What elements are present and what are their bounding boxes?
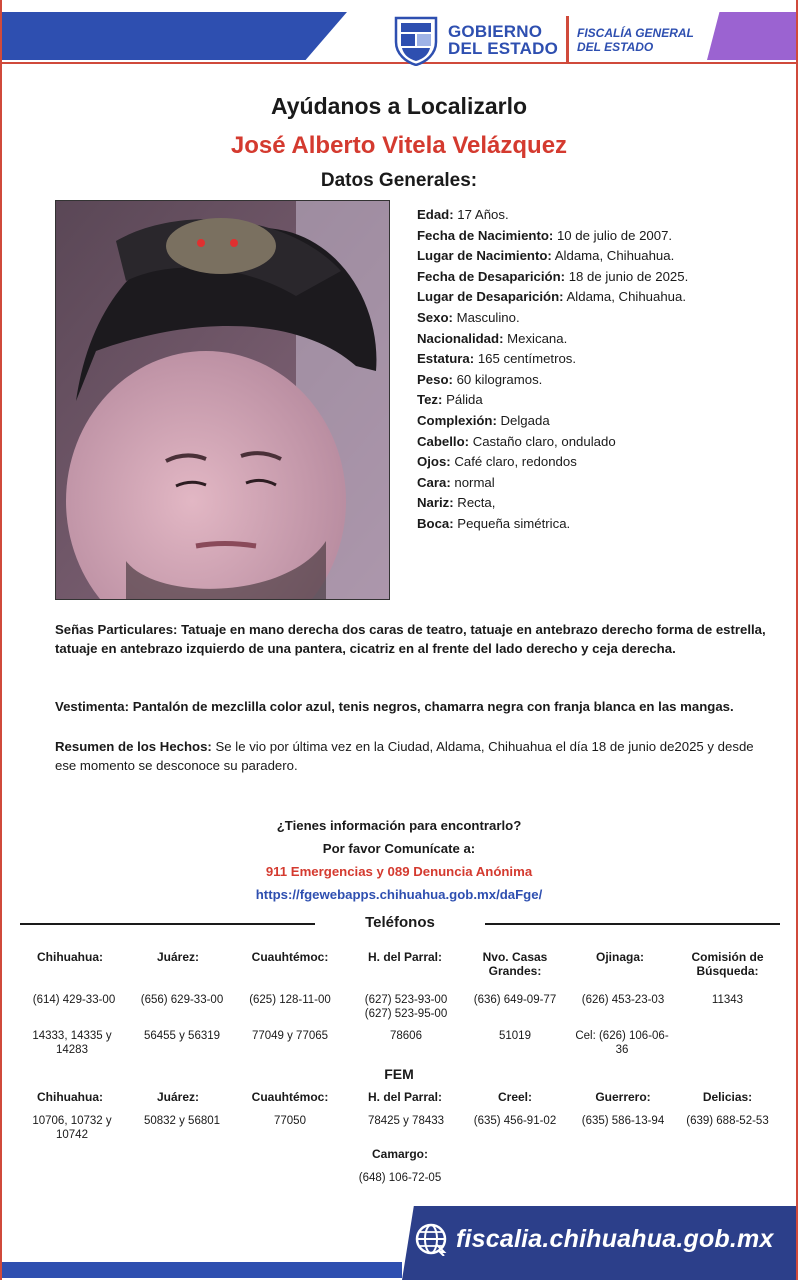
dato-edad: Edad: 17 Años. bbox=[417, 207, 509, 222]
section-title: Datos Generales: bbox=[320, 170, 478, 191]
gov-line-2: DEL ESTADO bbox=[448, 39, 558, 58]
government-logo bbox=[392, 14, 694, 66]
fiscalia-text bbox=[577, 26, 694, 54]
globe-icon bbox=[414, 1222, 448, 1256]
page-title: Ayúdanos a Localizarlo bbox=[270, 93, 528, 119]
telefonos-rule-right bbox=[485, 923, 780, 925]
missing-person-photo bbox=[55, 200, 390, 600]
datos-generales-list bbox=[417, 205, 787, 535]
dato-nariz: Nariz: Recta, bbox=[417, 495, 496, 511]
senas-particulares: Señas Particulares: Tatuaje en mano derecha dos caras de teatro, tatuaje en antebrazo derecho forma de estrella, tatuaje en antebrazo izquierdo de una pantera, cicatriz en al frente del lado derecho y ceja derecha. bbox=[55, 622, 766, 656]
tel-header: Nvo. Casas Grandes: bbox=[482, 950, 548, 978]
tel-value: (626) 453-23-03 bbox=[581, 994, 665, 1006]
fem-value: (635) 456-91-02 bbox=[473, 1115, 557, 1127]
dato-estatura: Estatura: 165 centímetros. bbox=[417, 351, 577, 367]
fem-header: Chihuahua: bbox=[37, 1090, 103, 1104]
camargo-label: Camargo: bbox=[371, 1147, 428, 1161]
fem-header: H. del Parral: bbox=[367, 1090, 443, 1104]
footer-blue-bar bbox=[2, 1262, 402, 1278]
header-purple-banner bbox=[707, 12, 796, 60]
dato-peso: Peso: 60 kilogramos. bbox=[417, 371, 543, 387]
camargo-phone: (648) 106-72-05 bbox=[358, 1172, 442, 1184]
dato-fecha-nacimiento: Fecha de Nacimiento: 10 de julio de 2007. bbox=[417, 227, 673, 243]
dato-complexion: Complexión: Delgada bbox=[417, 412, 550, 428]
contact-question: ¿Tienes información para encontrarlo? bbox=[276, 818, 522, 833]
dato-boca: Boca: Pequeña simétrica. bbox=[417, 515, 571, 531]
tel-value: (656) 629-33-00 bbox=[140, 994, 224, 1006]
tel-value: Cel: (626) 106-06-36 bbox=[575, 1030, 669, 1056]
dato-ojos: Ojos: Café claro, redondos bbox=[417, 454, 577, 470]
header-blue-banner bbox=[2, 12, 347, 60]
fem-header: Juárez: bbox=[156, 1090, 200, 1104]
tel-value: (625) 128-11-00 bbox=[249, 994, 331, 1006]
tel-value: 14333, 14335 y 14283 bbox=[32, 1030, 112, 1056]
dato-fecha-desaparicion: Fecha de Desaparición: 18 de junio de 2025. bbox=[417, 268, 689, 284]
fem-value: 77050 bbox=[274, 1115, 306, 1127]
fem-header: Creel: bbox=[497, 1090, 532, 1104]
fem-header: Delicias: bbox=[702, 1090, 753, 1104]
footer-url: fiscalia.chihuahua.gob.mx bbox=[456, 1224, 774, 1253]
fem-value: 50832 y 56801 bbox=[143, 1115, 221, 1127]
dato-lugar-desaparicion: Lugar de Desaparición: Aldama, Chihuahua. bbox=[417, 289, 687, 305]
tel-value: (627) 523-93-00 (627) 523-95-00 bbox=[364, 994, 448, 1020]
state-shield-icon bbox=[392, 14, 440, 66]
dato-cara: Cara: normal bbox=[417, 474, 495, 490]
fiscalia-line-2: DEL ESTADO bbox=[577, 40, 654, 54]
tel-header: Ojinaga: bbox=[595, 950, 644, 964]
fiscalia-line-1: FISCALÍA GENERAL bbox=[577, 26, 694, 40]
tel-value: 51019 bbox=[499, 1030, 531, 1042]
telefonos-heading bbox=[20, 912, 780, 934]
dato-cabello: Cabello: Castaño claro, ondulado bbox=[417, 433, 616, 449]
fem-title: FEM bbox=[384, 1066, 414, 1082]
dato-lugar-nacimiento: Lugar de Nacimiento: Aldama, Chihuahua. bbox=[417, 248, 675, 264]
dato-nacionalidad: Nacionalidad: Mexicana. bbox=[417, 330, 568, 346]
gov-line-1: GOBIERNO bbox=[448, 22, 543, 41]
fem-header: Cuauhtémoc: bbox=[251, 1090, 329, 1104]
missing-person-name: José Alberto Vitela Velázquez bbox=[230, 132, 568, 159]
fem-value: 78425 y 78433 bbox=[367, 1115, 445, 1127]
tel-header: H. del Parral: bbox=[367, 950, 443, 964]
report-link[interactable]: https://fgewebapps.chihuahua.gob.mx/daFge/ bbox=[255, 887, 543, 902]
telefonos-title: Teléfonos bbox=[365, 914, 435, 931]
tel-value: 11343 bbox=[711, 994, 744, 1006]
tel-value: 78606 bbox=[390, 1030, 422, 1042]
resumen-hechos: Resumen de los Hechos: Se le vio por última vez en la Ciudad, Aldama, Chihuahua el día 18 de junio de2025 y desde ese momento se desconoce su paradero. bbox=[55, 739, 754, 773]
dato-sexo: Sexo: Masculino. bbox=[417, 309, 520, 325]
tel-header: Comisión de Búsqueda: bbox=[691, 950, 764, 978]
dato-tez: Tez: Pálida bbox=[417, 392, 483, 408]
tel-header: Chihuahua: bbox=[37, 950, 103, 964]
fem-value: (639) 688-52-53 bbox=[686, 1115, 769, 1127]
tel-value: 56455 y 56319 bbox=[143, 1030, 221, 1042]
fem-value: (635) 586-13-94 bbox=[581, 1115, 665, 1127]
tel-header: Juárez: bbox=[156, 950, 200, 964]
gobierno-del-estado-text bbox=[448, 23, 558, 57]
tel-header: Cuauhtémoc: bbox=[251, 950, 329, 964]
telefonos-rule-left bbox=[20, 923, 315, 925]
tel-value: (636) 649-09-77 bbox=[473, 994, 557, 1006]
vestimenta: Vestimenta: Pantalón de mezclilla color azul, tenis negros, chamarra negra con franja blanca en las mangas. bbox=[55, 699, 734, 714]
contact-please: Por favor Comunícate a: bbox=[322, 841, 476, 856]
fem-header: Guerrero: bbox=[595, 1090, 651, 1104]
tel-value: (614) 429-33-00 bbox=[32, 994, 116, 1006]
fem-value: 10706, 10732 y 10742 bbox=[32, 1115, 112, 1141]
tel-value: 77049 y 77065 bbox=[251, 1030, 329, 1042]
emergency-numbers: 911 Emergencias y 089 Denuncia Anónima bbox=[265, 864, 533, 879]
logo-divider bbox=[566, 16, 569, 64]
footer-website[interactable] bbox=[414, 1222, 774, 1256]
